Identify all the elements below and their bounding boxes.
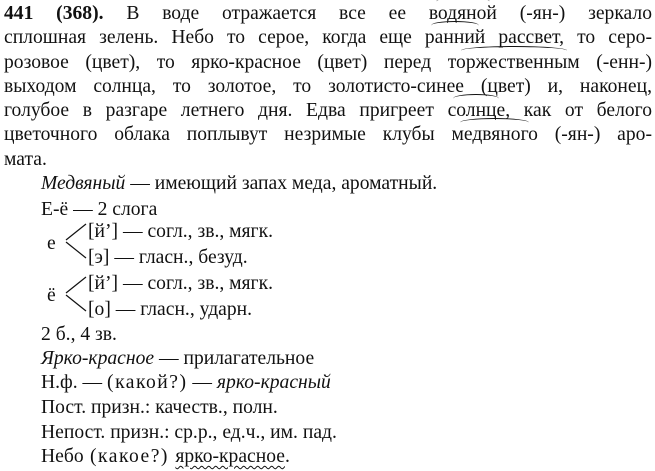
text-line-6: цветочного облака поплывут незримые клубы медвяного (-ян-) аро- [4, 123, 652, 147]
letters-sounds-count: 2 б., 4 зв. [41, 324, 117, 345]
word-with-suffix-mark: водяной [429, 2, 497, 26]
text-line-3: розовое (цвет), то ярко-красное (цвет) перед торжественным (-енн-) [4, 51, 652, 75]
word-with-suffix-mark: торжественным [448, 51, 580, 75]
initial-form: Н.ф. — (какой?) — ярко-красный [41, 372, 331, 393]
phoneme-row: [й’] — согл., зв., мягк. [88, 221, 274, 242]
exercise-number: 441 (368). [4, 3, 104, 24]
text-line-1: 441 (368). В воде отражается все ее водяной (-ян-) зеркало [4, 2, 652, 26]
definition-medvyany: Медвяный — имеющий запах меда, ароматный. [41, 173, 438, 194]
phoneme-row: [о] — гласн., ударн. [88, 299, 253, 320]
branch-down-icon [66, 242, 86, 262]
sentence-role: Небо (какое?) ярко-красное. [41, 446, 290, 467]
phoneme-row: [э] — гласн., безуд. [88, 247, 248, 268]
word-with-suffix-mark: медвяного [451, 123, 537, 147]
predicate-word: ярко-красное [175, 446, 285, 467]
text-line-7: мата. [4, 148, 47, 170]
word-with-suffix-mark: солнце [448, 99, 506, 123]
text-line-4: выходом солнца, то золотое, то золотисто-синее (цвет) и, наконец, [4, 75, 652, 97]
syllable-count: Е-ё — 2 слога [41, 199, 158, 220]
phonetic-letter: ё [47, 285, 56, 306]
text-line-5: голубое в разгаре летнего дня. Едва пригреет солнце, как от белого [4, 99, 652, 123]
word-with-suffix-mark: ранний [425, 26, 485, 50]
branch-up-icon [66, 224, 86, 244]
exercise-paragraph [4, 2, 652, 172]
definition-yarko-krasnoe: Ярко-красное — прилагательное [41, 348, 315, 369]
text-line-2: сплошная зелень. Небо то серое, когда еще ранний рассвет, то серо- [4, 26, 652, 50]
branch-down-icon [66, 295, 86, 315]
variable-features: Непост. призн.: ср.р., ед.ч., им. пад. [41, 422, 337, 443]
constant-features: Пост. призн.: качеств., полн. [41, 397, 278, 418]
phonetic-letter: е [47, 233, 56, 254]
branch-up-icon [66, 277, 86, 297]
phoneme-row: [й’] — согл., зв., мягк. [88, 273, 274, 294]
